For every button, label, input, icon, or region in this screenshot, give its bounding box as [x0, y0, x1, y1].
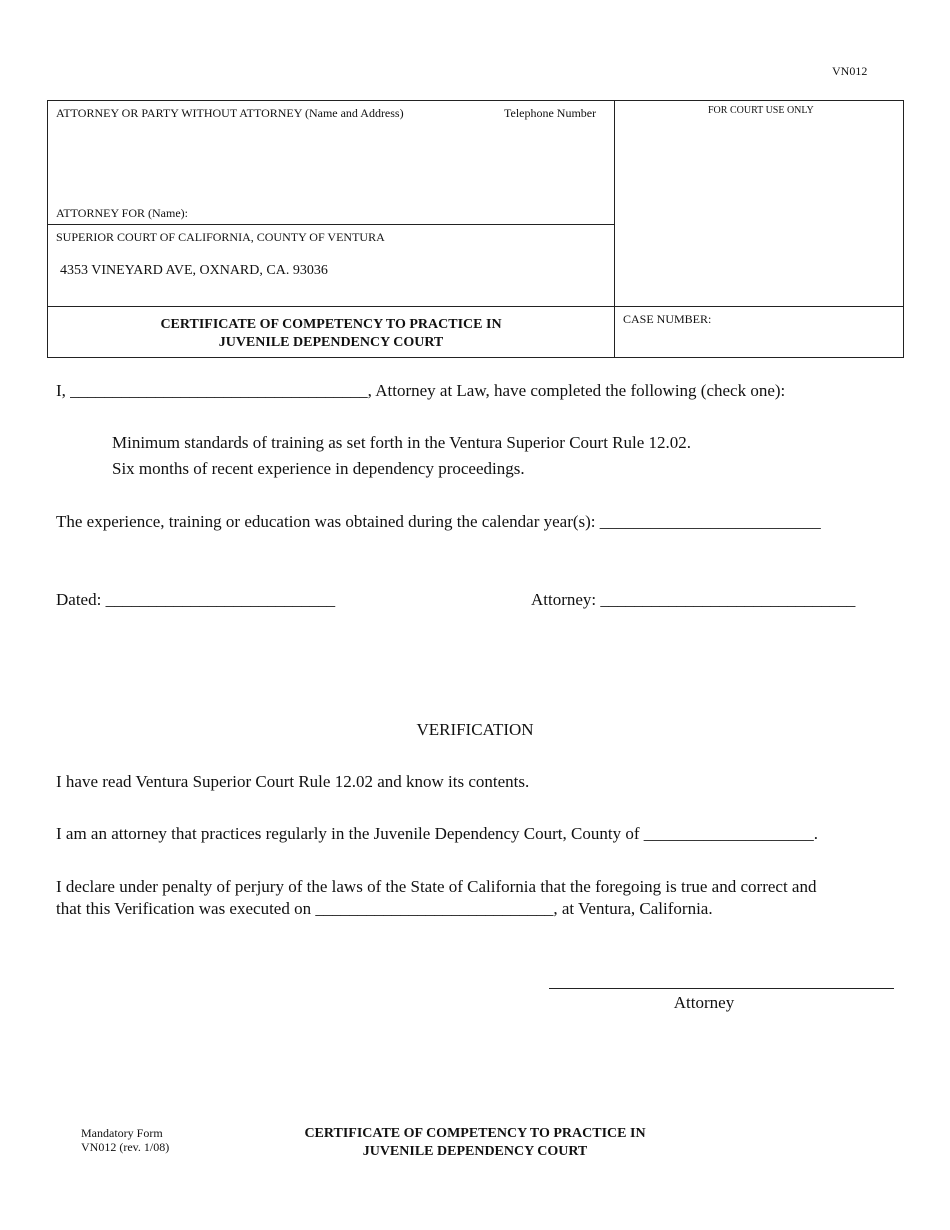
verification-attorney-label: Attorney [673, 993, 735, 1012]
attorney-for-label: ATTORNEY FOR (Name): [56, 206, 188, 220]
option-experience: Six months of recent experience in dependency proceedings. [112, 459, 525, 478]
court-address: 4353 VINEYARD AVE, OXNARD, CA. 93036 [60, 263, 328, 278]
form-title-line1: CERTIFICATE OF COMPETENCY TO PRACTICE IN [160, 317, 502, 332]
attorney-signature-field: Attorney: ______________________________ [531, 590, 856, 609]
experience-statement: The experience, training or education was obtained during the calendar year(s): __________________________ [56, 512, 821, 531]
form-code: VN012 [832, 64, 868, 78]
footer-mandatory-form: Mandatory Form [81, 1126, 163, 1140]
verification-heading: VERIFICATION [416, 720, 534, 739]
verification-county-statement: I am an attorney that practices regularly in the Juvenile Dependency Court, County of ____________________. [56, 824, 818, 843]
footer-title-line1: CERTIFICATE OF COMPETENCY TO PRACTICE IN [304, 1126, 646, 1141]
footer-title-line2: JUVENILE DEPENDENCY COURT [362, 1144, 588, 1159]
footer-revision: VN012 (rev. 1/08) [81, 1140, 170, 1154]
verification-signature-line [549, 988, 894, 989]
attorney-intro-statement: I, ___________________________________, Attorney at Law, have completed the following (check one): [56, 381, 786, 400]
verification-perjury-line2: that this Verification was executed on ____________________________, at Ventura, California. [56, 899, 713, 918]
caption-vertical-divider [614, 100, 615, 358]
case-number-label: CASE NUMBER: [623, 312, 712, 326]
verification-rule-statement: I have read Ventura Superior Court Rule 12.02 and know its contents. [56, 772, 530, 791]
telephone-label: Telephone Number [504, 106, 597, 120]
court-name: SUPERIOR COURT OF CALIFORNIA, COUNTY OF VENTURA [56, 230, 385, 244]
caption-divider-title [47, 306, 904, 307]
court-use-label: FOR COURT USE ONLY [708, 105, 814, 116]
dated-field: Dated: ___________________________ [56, 590, 336, 609]
form-title-line2: JUVENILE DEPENDENCY COURT [218, 335, 444, 350]
attorney-label: ATTORNEY OR PARTY WITHOUT ATTORNEY (Name and Address) [56, 106, 404, 120]
verification-perjury-line1: I declare under penalty of perjury of the laws of the State of California that the foregoing is true and correct and [56, 877, 817, 896]
caption-divider-court [47, 224, 615, 225]
option-training: Minimum standards of training as set forth in the Ventura Superior Court Rule 12.02. [112, 433, 692, 452]
